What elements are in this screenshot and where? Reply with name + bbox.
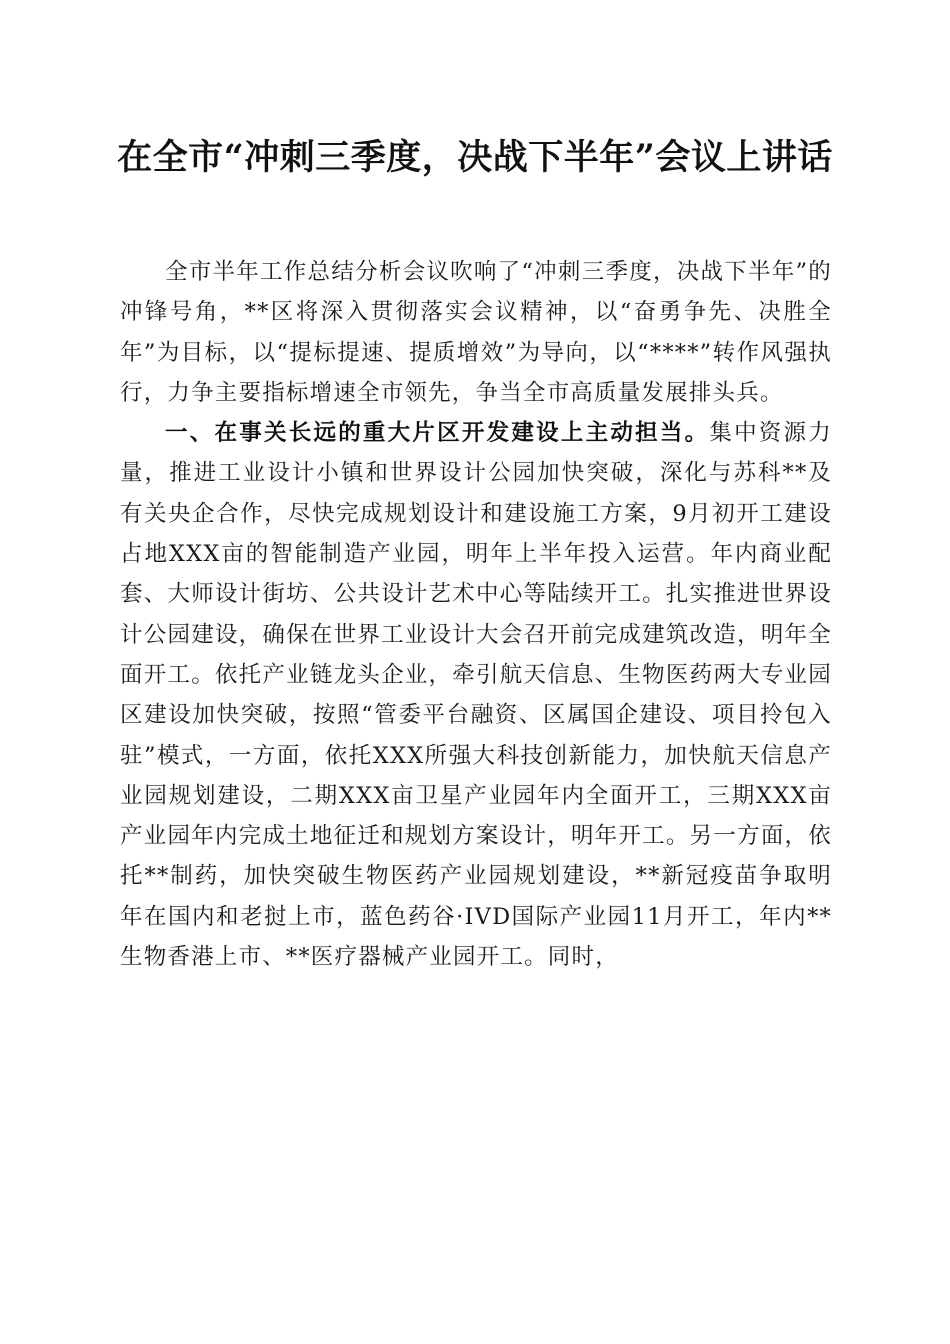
section-one-text: 集中资源力量，推进工业设计小镇和世界设计公园加快突破，深化与苏科**及有关央企合作，尽快完成规划设计和建设施工方案，9月初开工建设占地XXX亩的智能制造产业园，明年上半年投入运营。年内商业配套、大师设计街坊、公共设计艺术中心等陆续开工。扎实推进世界设计公园建设，确保在世界工业设计大会召开前完成建筑改造，明年全面开工。依托产业链龙头企业，牵引航天信息、生物医药两大专业园区建设加快突破，按照“管委平台融资、区属国企建设、项目拎包入驻”模式，一方面，依托XXX所强大科技创新能力，加快航天信息产业园规划建设，二期XXX亩卫星产业园年内全面开工，三期XXX亩产业园年内完成土地征迁和规划方案设计，明年开工。另一方面，依托**制药，加快突破生物医药产业园规划建设，**新冠疫苗争取明年在国内和老挝上市，蓝色药谷·IVD国际产业园11月开工，年内**生物香港上市、**医疗器械产业园开工。同时， <box>120 420 832 971</box>
document-body <box>120 252 832 977</box>
intro-paragraph-text: 全市半年工作总结分析会议吹响了“冲刺三季度，决战下半年”的冲锋号角，**区将深入贯彻落实会议精神，以“奋勇争先、决胜全年”为目标，以“提标提速、提质增效”为导向，以“****”转作风强执行，力争主要指标增速全市领先，争当全市高质量发展排头兵。 <box>120 259 832 406</box>
document-title: 在全市“冲刺三季度，决战下半年”会议上讲话 <box>117 137 833 178</box>
intro-paragraph <box>120 252 832 413</box>
section-one-paragraph <box>120 413 832 977</box>
section-one-heading: 一、在事关长远的重大片区开发建设上主动担当。 <box>165 420 710 447</box>
